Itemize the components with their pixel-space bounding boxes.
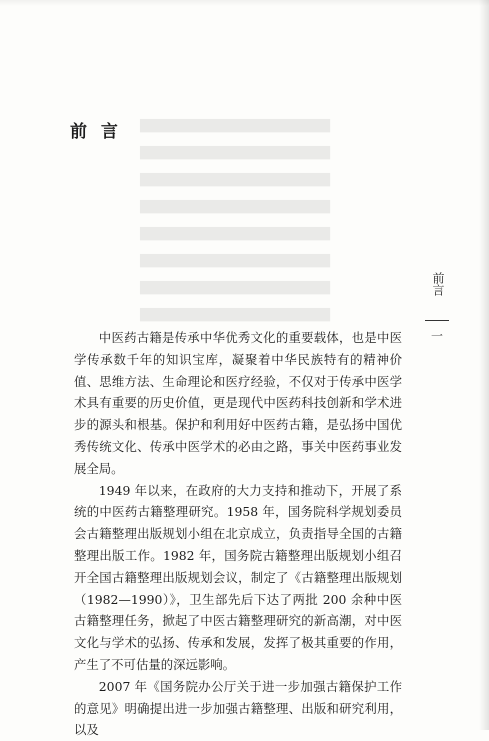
paragraph: 中医药古籍是传承中华优秀文化的重要载体，也是中医学传承数千年的知识宝库，凝聚着中华民族特有的精神价值、思维方法、生命理论和医疗经验，不仅对于传承中医学术具有重要的历史价值，更是现代中医药科技创新和学术进步的源头和根基。保护和利用好中医药古籍，是弘扬中国优秀传统文化、传承中医学术的必由之路，事关中医药事业发展全局。 bbox=[74, 330, 402, 476]
page-edge-shading bbox=[479, 0, 489, 730]
show-through-text: ▇▇▇▇▇▇▇▇▇▇▇▇▇▇▇▇▇▇▇ ▇▇▇▇▇▇▇▇▇▇▇▇▇▇▇▇▇▇▇ ▇▇▇▇▇▇▇▇▇▇▇▇▇▇▇▇▇▇▇ ▇▇▇▇▇▇▇▇▇▇▇▇▇▇▇▇▇▇▇ ▇▇▇▇▇▇▇▇▇▇▇▇▇▇▇▇▇▇▇ ▇▇▇▇▇▇▇▇▇▇▇▇▇▇▇▇▇▇▇ ▇▇▇▇▇▇▇▇▇▇▇▇▇▇▇▇▇▇▇ ▇▇▇▇▇▇▇▇▇▇▇▇▇▇▇▇▇▇▇ bbox=[140, 118, 330, 322]
page-number: 一 bbox=[430, 329, 443, 343]
paragraph: 1949 年以来，在政府的大力支持和推动下，开展了系统的中医药古籍整理研究。1958 年，国务院科学规划委员会古籍整理出版规划小组在北京成立，负责指导全国的古籍整理出版工作。1982 年，国务院古籍整理出版规划小组召开全国古籍整理出版规划会议，制定了《古籍整理出版规划（1982—1990）》，卫生部先后下达了两批 200 余种中医古籍整理任务，掀起了中医古籍整理研究的新高潮，对中医文化与学术的弘扬、传承和发展，发挥了极其重要的作用，产生了不可估量的深远影响。 bbox=[74, 482, 402, 672]
page-top-shading bbox=[0, 0, 489, 6]
paragraph: 2007 年《国务院办公厅关于进一步加强古籍保护工作的意见》明确提出进一步加强古籍整理、出版和研究利用，以及 bbox=[74, 678, 402, 738]
body-text bbox=[74, 327, 402, 741]
running-head: 前言 bbox=[431, 272, 445, 296]
page-title: 前 言 bbox=[70, 122, 122, 142]
running-head-rule bbox=[425, 320, 449, 321]
